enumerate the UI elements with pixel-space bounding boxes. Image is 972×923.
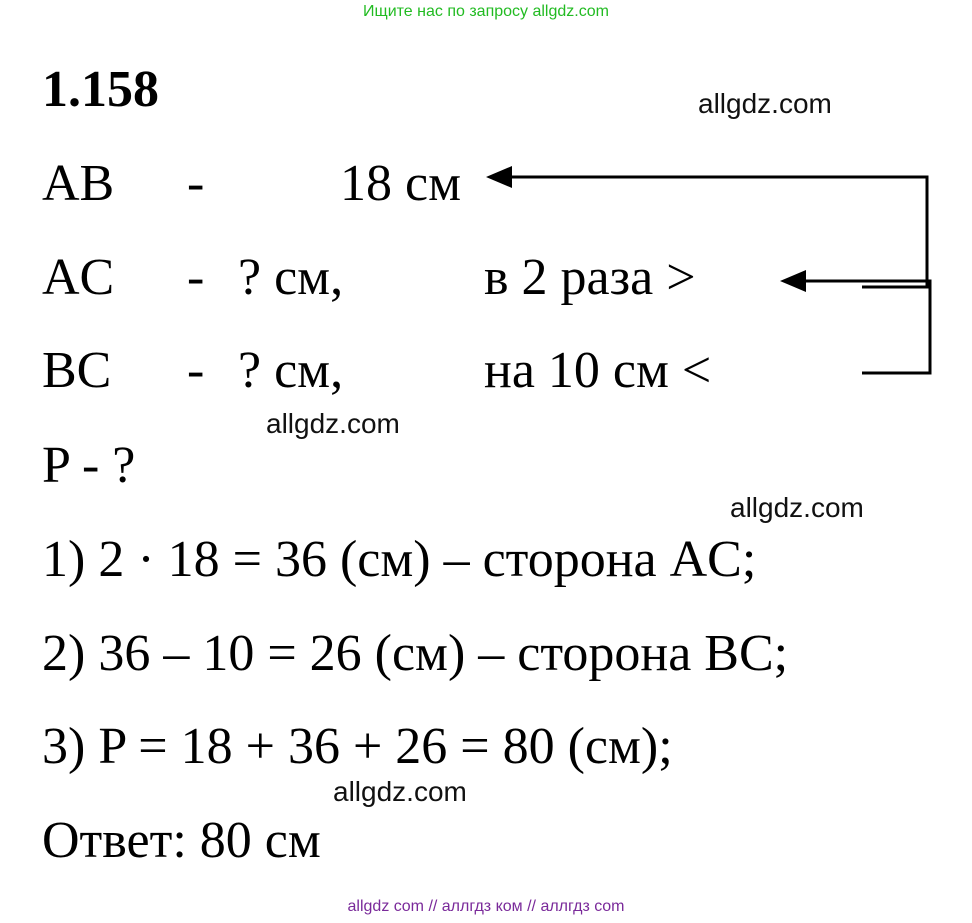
watermark-1: allgdz.com	[698, 88, 832, 119]
row-ac-name: AC	[42, 249, 115, 306]
step-1: 1) 2 · 18 = 36 (см) – сторона AC;	[42, 531, 757, 588]
problem-number: 1.158	[42, 61, 159, 118]
step-3: 3) P = 18 + 36 + 26 = 80 (см);	[42, 718, 673, 775]
step-2: 2) 36 – 10 = 26 (см) – сторона BC;	[42, 625, 789, 682]
row-ac-relation: в 2 раза >	[484, 249, 696, 306]
watermark-3: allgdz.com	[730, 492, 864, 523]
row-bc-relation: на 10 см <	[484, 342, 712, 399]
answer: Ответ: 80 см	[42, 812, 321, 869]
row-bc-name: BC	[42, 342, 112, 399]
row-bc-dash: -	[187, 342, 205, 399]
arrowhead-ab-icon	[486, 166, 512, 188]
arrowhead-ac-icon	[780, 270, 806, 292]
bc-to-ac-connector	[802, 281, 930, 373]
row-bc-value: ? см,	[238, 342, 344, 399]
footer-links[interactable]: allgdz com // аллгдз ком // аллгдз com	[347, 898, 625, 915]
top-banner[interactable]: Ищите нас по запросу allgdz.com	[363, 3, 609, 20]
arrow-lines	[508, 177, 930, 373]
ac-to-ab-connector	[508, 177, 927, 287]
row-ab-name: AB	[42, 155, 115, 212]
row-ab-value: 18 см	[340, 155, 461, 212]
row-ab-dash: -	[187, 155, 205, 212]
question: P - ?	[42, 437, 136, 494]
row-ac-dash: -	[187, 249, 205, 306]
watermark-4: allgdz.com	[333, 776, 467, 807]
watermark-2: allgdz.com	[266, 408, 400, 439]
row-ac-value: ? см,	[238, 249, 344, 306]
